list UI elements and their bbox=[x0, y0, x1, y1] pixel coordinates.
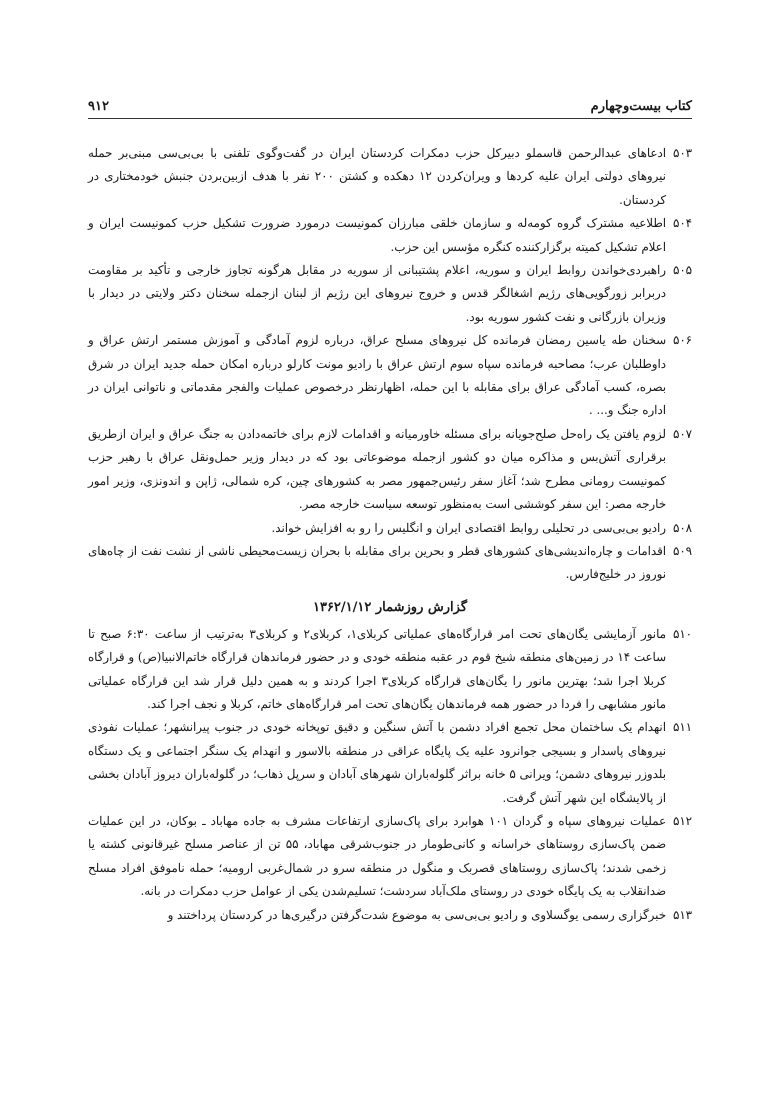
list-item bbox=[88, 259, 692, 329]
item-number: ۵۰۸ bbox=[672, 520, 692, 535]
item-number: ۵۱۱ bbox=[672, 720, 692, 735]
page-header bbox=[88, 84, 692, 119]
item-number: ۵۰۷ bbox=[672, 426, 692, 441]
section-title: گزارش روزشمار ۱۳۶۲/۱/۱۲ bbox=[312, 599, 468, 615]
item-text: لزوم یافتن یک راه‌حل صلح‌جویانه برای مسئله خاورمیانه و اقدامات لازم برای خاتمه‌دادن به جنگ عراق و ایران ازطریق برقراری آتش‌بس و مذاکره میان دو کشور ازجمله موضوعاتی بود که در دیدار وزیر حمل‌ونقل عراق با رهبر حزب کمونیست رومانی مطرح شد؛ آغاز سفر رئیس‌جمهور مصر به کشورهای چین، کره شمالی، ژاپن و اندونزی، وزیر امور خارجه مصر: این سفر کوششی است به‌منظور توسعه سیاست خارجه مصر. bbox=[88, 426, 666, 512]
entries-list bbox=[88, 142, 692, 587]
list-item bbox=[88, 212, 692, 259]
item-number: ۵۱۰ bbox=[672, 626, 692, 641]
list-item bbox=[88, 904, 692, 927]
item-number: ۵۰۴ bbox=[672, 216, 692, 231]
item-text: رادیو بی‌بی‌سی در تحلیلی روابط اقتصادی ایران و انگلیس را رو به افزایش خواند. bbox=[271, 520, 666, 535]
item-text: خبرگزاری رسمی یوگسلاوی و رادیو بی‌بی‌سی به موضوع شدت‌گرفتن درگیری‌ها در کردستان پرداختند و bbox=[167, 907, 666, 922]
list-item bbox=[88, 517, 692, 540]
item-text: مانور آزمایشی یگان‌های تحت امر قرارگاه‌های عملیاتی کربلای۱، کربلای۲ و کربلای۳ به‌ترتیب از ساعت ۶:۳۰ صبح تا ساعت ۱۴ در زمین‌های منطقه شیخ قوم در عقبه منطقه خودی و در حضور فرماندهان قرارگاه خاتم‌الانبیا(ص) و قرارگاه کربلا اجرا شد؛ بهترین مانور را یگان‌های قرارگاه کربلای۳ اجرا کردند و به همین دلیل قرار شد این قرارگاه عملیاتی مانور مشابهی را فردا در حضور همه فرماندهان یگان‌های تحت امر قرارگاه‌های خاتم، کربلا و نجف اجرا کند. bbox=[88, 626, 666, 711]
item-text: عملیات نیروهای سپاه و گردان ۱۰۱ هوابرد برای پاک‌سازی ارتفاعات مشرف به جاده مهاباد ـ بوکان، در این عملیات ضمن پاک‌سازی روستاهای خراسانه و کانی‌طومار در جنوب‌شرقی مهاباد، ۵۵ تن از عناصر مسلح غیرقانونی کشته یا زخمی شدند؛ پاک‌سازی روستاهای قصربک و منگول در منطقه سرو در شمال‌غربی ارومیه؛ حمله ناموفق افراد مسلح ضدانقلاب به یک پایگاه خودی در روستای ملک‌آباد سردشت؛ تسلیم‌شدن یکی از عوامل حزب دمکرات در بانه. bbox=[88, 813, 666, 899]
item-text: ادعاهای عبدالرحمن قاسملو دبیرکل حزب دمکرات کردستان ایران در گفت‌وگوی تلفنی با بی‌بی‌سی مبنی‌بر حمله نیروهای دولتی ایران علیه کردها و ویران‌کردن ۱۲ دهکده و کشتن ۲۰۰ نفر با هدف ازبین‌بردن جنبش خودمختاری در کردستان. bbox=[88, 146, 666, 207]
entries-list-2 bbox=[88, 623, 692, 927]
item-number: ۵۱۲ bbox=[672, 813, 692, 828]
item-text: سخنان طه یاسین رمضان فرمانده کل نیروهای مسلح عراق، درباره لزوم آمادگی و آموزش مستمر ارتش عراق و داوطلبان عرب؛ مصاحبه فرمانده سپاه سوم ارتش عراق با رادیو مونت کارلو درباره امکان حمله جدید ایران در شرق بصره، کسب آمادگی عراق برای مقابله با این حمله، اظهارنظر درخصوص عملیات والفجر مقدماتی و ناتوانی ایران در اداره جنگ و... . bbox=[88, 333, 666, 418]
list-item bbox=[88, 540, 692, 587]
item-number: ۵۰۵ bbox=[672, 263, 692, 278]
list-item bbox=[88, 329, 692, 423]
list-item bbox=[88, 142, 692, 212]
item-number: ۵۰۹ bbox=[672, 543, 692, 558]
item-text: راهبردی‌خواندن روابط ایران و سوریه، اعلام پشتیبانی از سوریه در مقابل هرگونه تجاوز خارجی و تأکید بر مقاومت دربرابر زورگویی‌های رژیم اشغالگر قدس و خروج نیروهای این رژیم از لبنان ازجمله سخنان دکتر ولایتی در دیدار با وزیران بازرگانی و نفت کشور سوریه بود. bbox=[88, 263, 666, 324]
item-number: ۵۰۶ bbox=[672, 333, 692, 348]
item-number: ۵۰۳ bbox=[672, 146, 692, 160]
list-item bbox=[88, 623, 692, 717]
page-content bbox=[88, 142, 692, 927]
item-text: اطلاعیه مشترک گروه کومه‌له و سازمان خلقی مبارزان کمونیست درمورد ضرورت تشکیل حزب کمونیست ایران و اعلام تشکیل کمیته برگزارکننده کنگره مؤسس این حزب. bbox=[88, 216, 666, 254]
item-number: ۵۱۳ bbox=[672, 907, 692, 922]
page-number: ۹۱۲ bbox=[88, 99, 109, 114]
item-text: انهدام یک ساختمان محل تجمع افراد دشمن با آتش سنگین و دقیق توپخانه خودی در جنوب پیرانشهر؛ عملیات نفوذی نیروهای پاسدار و بسیجی جوانرود علیه یک پایگاه عراقی در منطقه بالاسور و انهدام یک سنگر اجتماعی و یک دستگاه بلدوزر نیروهای دشمن؛ ویرانی ۵ خانه براثر گلوله‌باران شهرهای آبادان و سرپل ذهاب؛ در گلوله‌باران دیروز آبادان بخشی از پالایشگاه این شهر آتش گرفت. bbox=[88, 720, 666, 805]
list-item bbox=[88, 423, 692, 517]
item-text: اقدامات و چاره‌اندیشی‌های کشورهای قطر و بحرین برای مقابله با بحران زیست‌محیطی ناشی از نشت نفت از چاه‌های نوروز در خلیج‌فارس. bbox=[88, 543, 666, 582]
list-item bbox=[88, 716, 692, 810]
list-item bbox=[88, 810, 692, 904]
book-title: کتاب بیست‌وچهارم bbox=[590, 99, 692, 114]
